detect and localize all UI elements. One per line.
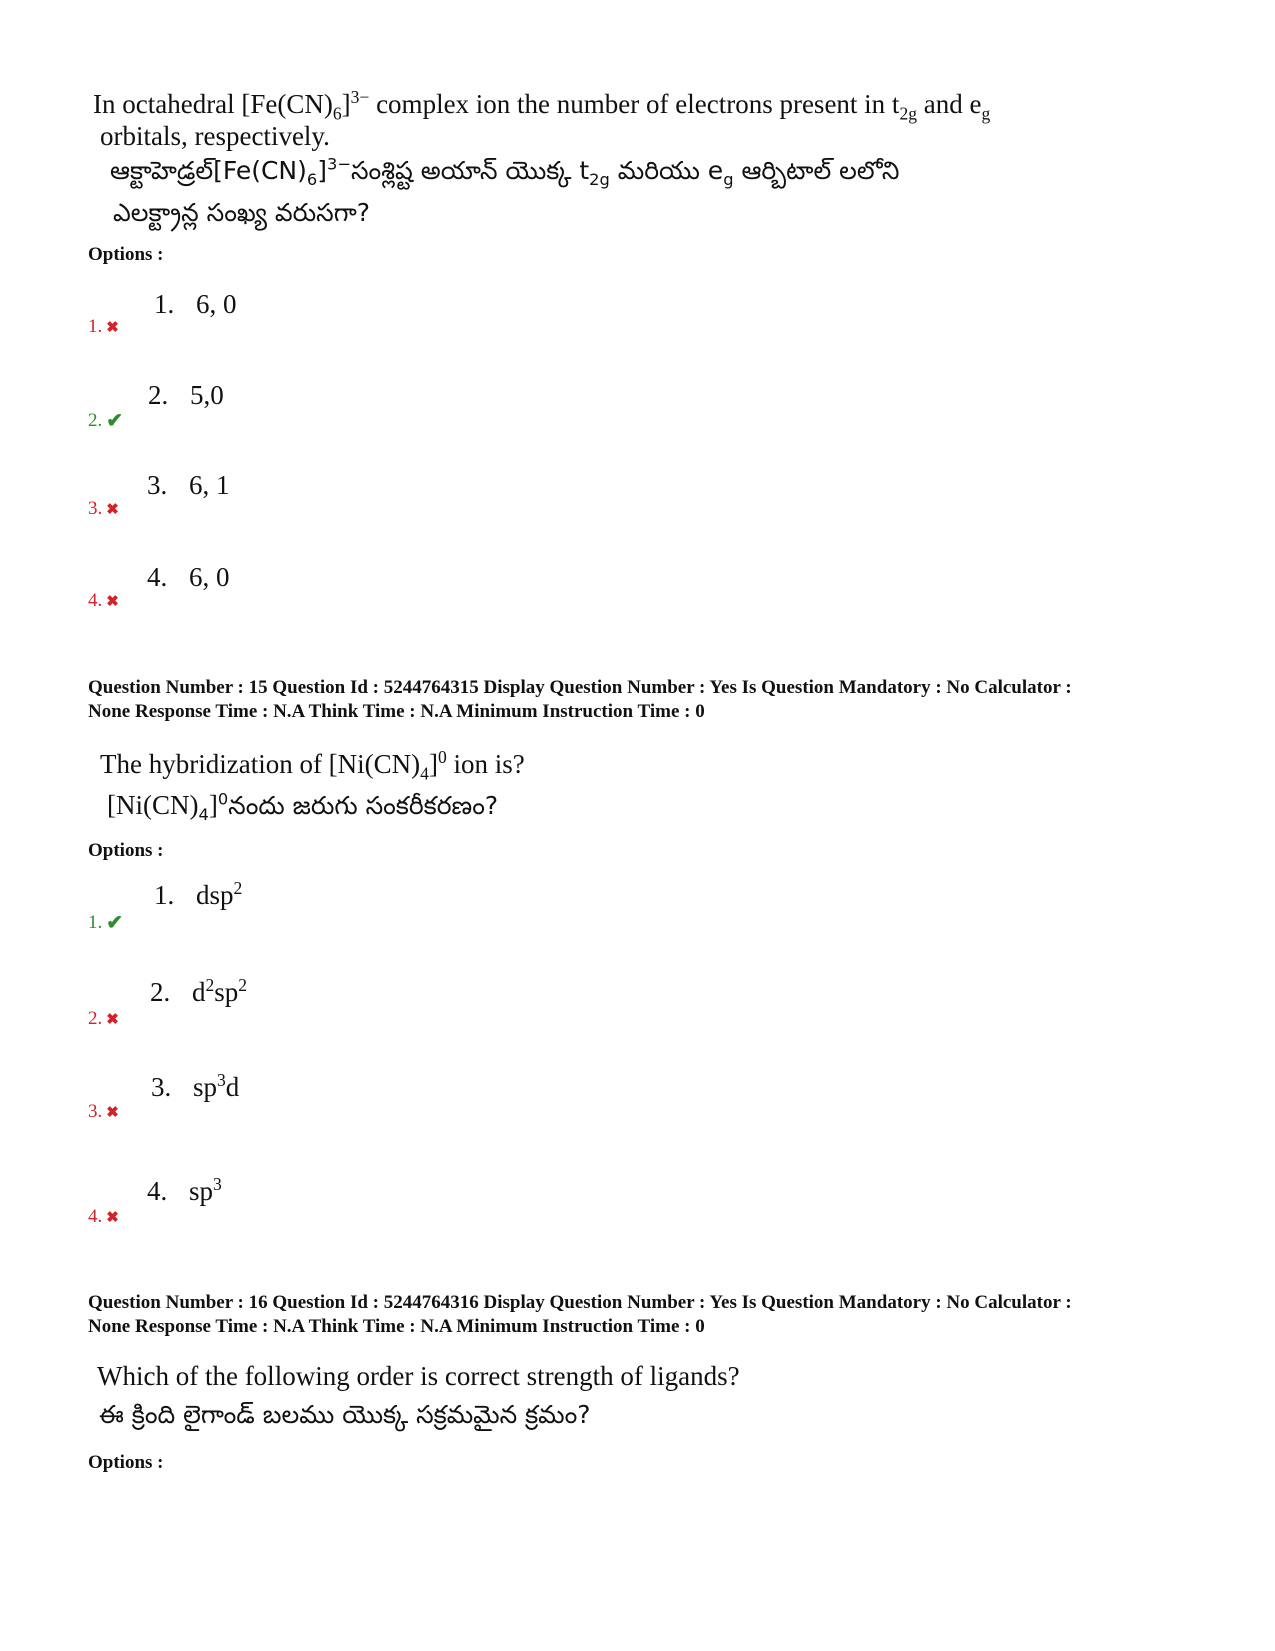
q14-te-part: ఆక్టాహెడ్రల్[Fe(CN) <box>110 156 307 185</box>
q14-en-bracket: ] <box>341 89 351 119</box>
q15-te-part: నందు జరుగు సంకరీకరణం? <box>228 791 499 820</box>
q14-question-en-line2: orbitals, respectively. <box>100 121 330 151</box>
marker-number: 1. <box>88 911 103 933</box>
q15-option-2-marker <box>88 1008 119 1030</box>
q14-te-part: మరియు e <box>609 156 724 185</box>
wrong-cross-icon: ✖ <box>106 1011 119 1028</box>
q14-en-sub: g <box>981 103 991 124</box>
q15-question-te <box>107 788 498 823</box>
q14-en-part: and e <box>916 89 982 119</box>
q14-en-part: In octahedral [Fe(CN) <box>93 89 333 119</box>
option-sup: 3 <box>213 1174 222 1194</box>
q15-option-4-text[interactable] <box>147 1176 222 1207</box>
option-value: 5,0 <box>190 380 224 410</box>
marker-number: 1. <box>88 316 103 337</box>
option-number: 3. <box>151 1072 172 1102</box>
marker-number: 3. <box>88 1101 103 1122</box>
wrong-cross-icon: ✖ <box>106 1104 119 1121</box>
option-pre-sup: 2 <box>205 975 215 995</box>
option-value: 6, 1 <box>189 470 230 500</box>
q15-en-sup: 0 <box>437 747 447 767</box>
option-number: 1. <box>154 880 175 910</box>
q14-te-sub: 6 <box>306 170 318 189</box>
correct-check-icon: ✔ <box>106 912 124 934</box>
option-value: sp <box>214 977 239 1007</box>
wrong-cross-icon: ✖ <box>106 501 119 518</box>
q15-option-2-text[interactable] <box>150 977 247 1008</box>
option-number: 2. <box>148 380 169 410</box>
q14-option-2-text[interactable] <box>148 380 224 411</box>
q16-meta-line2: None Response Time : N.A Think Time : N.A Minimum Instruction Time : 0 <box>88 1316 705 1337</box>
wrong-cross-icon: ✖ <box>106 593 119 610</box>
marker-number: 2. <box>88 409 103 431</box>
marker-number: 4. <box>88 590 103 611</box>
option-number: 3. <box>147 470 168 500</box>
q15-en-part: The hybridization of [Ni(CN) <box>100 749 421 779</box>
option-pre: d <box>192 977 206 1007</box>
q15-en-sub: 4 <box>420 763 429 784</box>
option-sup: 3 <box>217 1070 226 1090</box>
marker-number: 3. <box>88 498 103 519</box>
q14-option-3-marker <box>88 498 119 520</box>
q16-meta <box>88 1291 1208 1339</box>
correct-check-icon: ✔ <box>106 410 124 432</box>
q16-question-te: ఈ క్రింది లైగాండ్ బలము యొక్క సక్రమమైన క్రమం? <box>99 1400 591 1429</box>
q14-option-1-marker <box>88 316 119 338</box>
q15-meta-line1: Question Number : 15 Question Id : 5244764315 Display Question Number : Yes Is Question Mandatory : No Calculator : <box>88 677 1072 698</box>
option-sup: 2 <box>238 975 248 995</box>
option-value: sp <box>189 1176 214 1206</box>
q14-question-te-line1 <box>110 154 900 188</box>
q15-te-bracket: ] <box>208 790 218 820</box>
q15-option-1-text[interactable] <box>154 880 242 911</box>
q15-te-sub: 4 <box>198 805 209 824</box>
wrong-cross-icon: ✖ <box>106 319 119 336</box>
option-number: 4. <box>147 562 168 592</box>
q14-option-4-text[interactable] <box>147 562 230 593</box>
q15-option-3-text[interactable] <box>151 1072 239 1103</box>
q15-en-part: ion is? <box>446 749 525 779</box>
option-value: 6, 0 <box>189 562 230 592</box>
q16-options-label: Options : <box>88 1452 164 1473</box>
q14-option-3-text[interactable] <box>147 470 230 501</box>
q14-te-sub: g <box>723 170 734 189</box>
q14-option-4-marker <box>88 590 119 612</box>
option-value: 6, 0 <box>196 289 237 319</box>
q14-en-sub: 2g <box>899 103 917 124</box>
q14-en-sup: 3− <box>350 87 370 107</box>
q14-en-sub: 6 <box>332 103 342 124</box>
wrong-cross-icon: ✖ <box>106 1209 119 1226</box>
option-value: sp <box>193 1072 218 1102</box>
q14-te-part: ఆర్బిటాల్ లలోని <box>733 156 900 185</box>
q16-meta-line1: Question Number : 16 Question Id : 5244764316 Display Question Number : Yes Is Question Mandatory : No Calculator : <box>88 1292 1072 1313</box>
marker-number: 2. <box>88 1008 103 1029</box>
option-number: 2. <box>150 977 171 1007</box>
option-number: 4. <box>147 1176 168 1206</box>
q15-option-4-marker <box>88 1206 119 1228</box>
option-number: 1. <box>154 289 175 319</box>
q15-question-en <box>100 747 525 784</box>
option-value: dsp <box>196 880 234 910</box>
q15-options-label: Options : <box>88 840 164 861</box>
q15-meta <box>88 676 1208 724</box>
q16-question-en: Which of the following order is correct strength of ligands? <box>97 1361 740 1391</box>
q15-te-part: [Ni(CN) <box>107 790 199 820</box>
q15-te-sup: 0 <box>217 789 229 809</box>
option-sup: 2 <box>233 878 243 898</box>
q15-option-3-marker <box>88 1101 119 1123</box>
q14-options-label: Options : <box>88 244 164 265</box>
q14-te-sup: 3− <box>327 154 351 174</box>
q14-option-2-marker <box>88 408 123 433</box>
q14-option-1-text[interactable] <box>154 289 237 320</box>
q14-question-te-line2: ఎలక్ట్రాన్ల సంఖ్య వరుసగా? <box>113 198 370 227</box>
option-tail: d <box>225 1072 240 1102</box>
q14-te-sub: 2g <box>589 170 610 189</box>
q14-te-part: సంశ్లిష్ట అయాన్ యొక్క t <box>350 156 590 185</box>
marker-number: 4. <box>88 1206 103 1227</box>
q15-en-bracket: ] <box>428 749 438 779</box>
q15-meta-line2: None Response Time : N.A Think Time : N.A Minimum Instruction Time : 0 <box>88 701 705 722</box>
q14-question-en-line1 <box>93 87 991 124</box>
q14-te-bracket: ] <box>317 156 327 185</box>
q14-en-part: complex ion the number of electrons present in t <box>369 89 900 119</box>
q15-option-1-marker <box>88 910 123 935</box>
